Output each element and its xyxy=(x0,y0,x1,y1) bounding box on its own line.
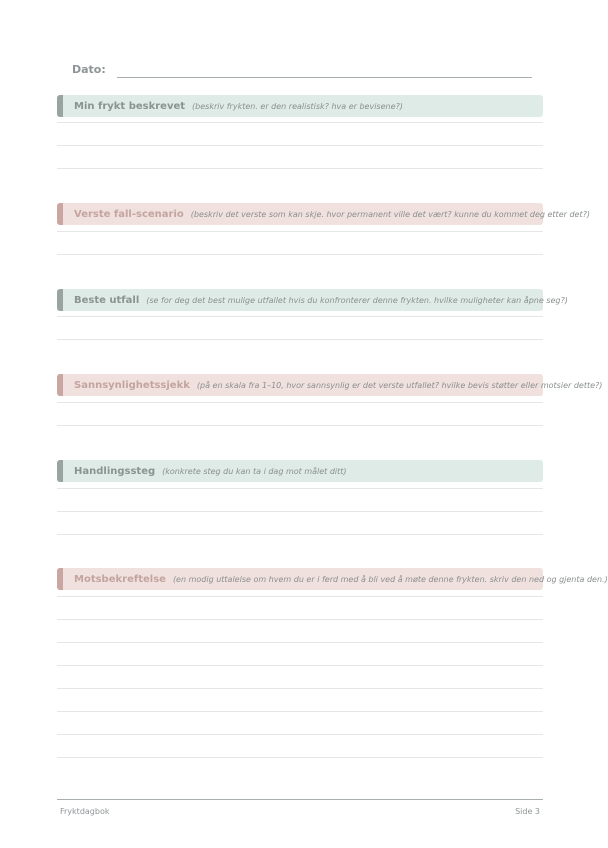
writing-line[interactable] xyxy=(57,254,543,255)
date-row xyxy=(72,62,532,80)
writing-line[interactable] xyxy=(57,145,543,146)
section-hint: (konkrete steg du kan ta i dag mot målet ditt) xyxy=(162,466,347,476)
section-header-action-steps xyxy=(57,460,543,482)
footer-title: Fryktdagbok xyxy=(60,807,110,816)
section-header-best-outcome xyxy=(57,289,568,311)
writing-line[interactable] xyxy=(57,402,543,403)
writing-line[interactable] xyxy=(57,596,543,597)
writing-line[interactable] xyxy=(57,619,543,620)
section-hint: (beskriv frykten. er den realistisk? hva er bevisene?) xyxy=(192,101,403,111)
writing-line[interactable] xyxy=(57,231,543,232)
writing-line[interactable] xyxy=(57,734,543,735)
section-header-fear-described xyxy=(57,95,543,117)
section-title: Min frykt beskrevet xyxy=(74,100,186,112)
section-title: Sannsynlighetssjekk xyxy=(74,379,190,391)
section-hint: (beskriv det verste som kan skje. hvor permanent ville det vært? kunne du kommet deg etter det?) xyxy=(190,209,590,219)
section-title: Motsbekreftelse xyxy=(74,573,166,585)
writing-line[interactable] xyxy=(57,316,543,317)
section-title: Beste utfall xyxy=(74,294,140,306)
section-header-worst-case xyxy=(57,203,590,225)
section-title: Verste fall-scenario xyxy=(74,208,184,220)
writing-line[interactable] xyxy=(57,757,543,758)
section-hint: (se for deg det best mulige utfallet hvis du konfronterer denne frykten. hvilke muligheter kan åpne seg?) xyxy=(146,295,568,305)
section-hint: (på en skala fra 1–10, hvor sannsynlig er det verste utfallet? hvilke bevis støtter eller motsier dette?) xyxy=(196,380,603,390)
writing-line[interactable] xyxy=(57,688,543,689)
writing-line[interactable] xyxy=(57,425,543,426)
footer-divider xyxy=(57,799,543,800)
page-number: Side 3 xyxy=(515,807,540,816)
section-hint: (en modig uttalelse om hvem du er i ferd med å bli ved å møte denne frykten. skriv den ned og gjenta den.) xyxy=(172,574,608,584)
date-label: Dato: xyxy=(72,63,106,76)
section-header-probability-check xyxy=(57,374,603,396)
date-input-line[interactable] xyxy=(117,77,532,78)
section-title: Handlingssteg xyxy=(74,465,156,477)
writing-line[interactable] xyxy=(57,122,543,123)
writing-line[interactable] xyxy=(57,488,543,489)
section-header-affirmation xyxy=(57,568,608,590)
writing-line[interactable] xyxy=(57,168,543,169)
writing-line[interactable] xyxy=(57,642,543,643)
writing-line[interactable] xyxy=(57,711,543,712)
writing-line[interactable] xyxy=(57,339,543,340)
writing-line[interactable] xyxy=(57,665,543,666)
writing-line[interactable] xyxy=(57,511,543,512)
writing-line[interactable] xyxy=(57,534,543,535)
